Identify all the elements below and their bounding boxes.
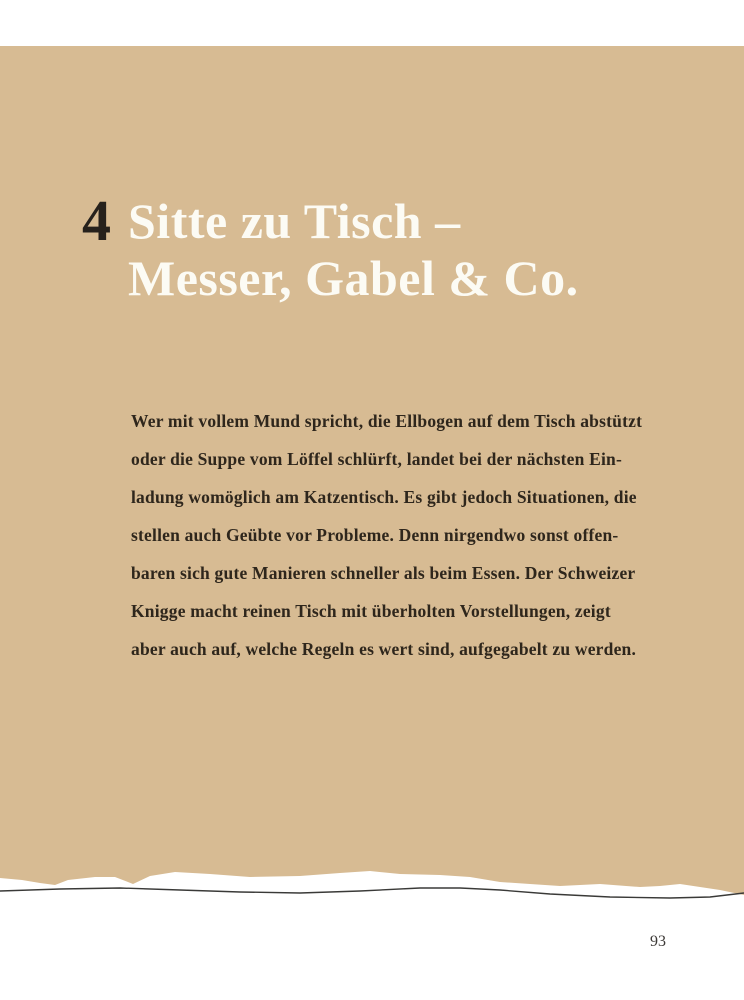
chapter-title-line-1: Sitte zu Tisch – xyxy=(128,193,461,249)
paragraph-line: ladung womöglich am Katzentisch. Es gibt jedoch Situationen, die xyxy=(131,487,637,507)
paragraph-line: aber auch auf, welche Regeln es wert sind, aufgegabelt zu werden. xyxy=(131,639,637,659)
paragraph-line: oder die Suppe vom Löffel schlürft, landet bei der nächsten Ein- xyxy=(131,449,622,469)
torn-edge-ink-line xyxy=(0,888,744,898)
paragraph-line: Knigge macht reinen Tisch mit überholten Vorstellungen, zeigt xyxy=(131,601,611,621)
torn-paper-edge xyxy=(0,858,744,906)
chapter-number: 4 xyxy=(82,188,111,253)
paragraph-line: Wer mit vollem Mund spricht, die Ellbogen auf dem Tisch abstützt xyxy=(131,411,643,431)
paragraph-line: stellen auch Geübte vor Probleme. Denn nirgendwo sonst offen- xyxy=(131,525,619,545)
torn-edge-tan-shape xyxy=(0,858,744,895)
chapter-intro-paragraph xyxy=(131,402,671,668)
chapter-title xyxy=(128,193,579,307)
page-number: 93 xyxy=(650,933,666,950)
chapter-title-line-2: Messer, Gabel & Co. xyxy=(128,250,579,306)
paragraph-line: baren sich gute Manieren schneller als beim Essen. Der Schweizer xyxy=(131,563,636,583)
